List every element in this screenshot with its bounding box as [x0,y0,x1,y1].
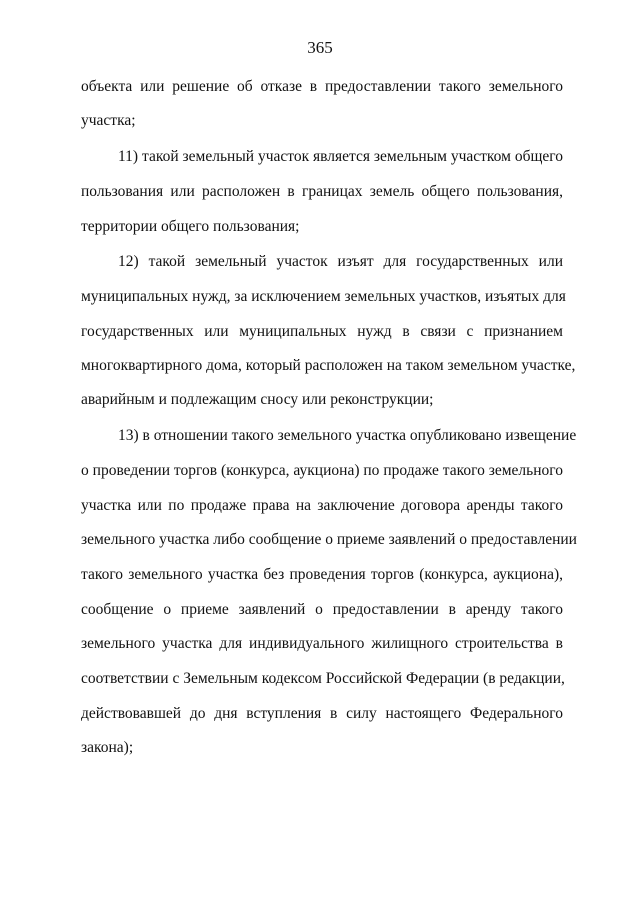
text-line: действовавшей до дня вступления в силу настоящего Федерального [81,705,563,722]
text-line: участка или по продаже права на заключение договора аренды такого [81,497,563,514]
text-line: участка; [81,112,136,129]
text-line: соответствии с Земельным кодексом Российской Федерации (в редакции, [81,670,565,687]
text-line: закона); [81,739,134,756]
text-line: государственных или муниципальных нужд в связи с признанием [81,323,563,340]
text-line: земельного участка для индивидуального жилищного строительства в [81,635,563,652]
text-line: 11) такой земельный участок является земельным участком общего [118,148,563,165]
text-line: земельного участка либо сообщение о приеме заявлений о предоставлении [81,531,577,548]
text-line: сообщение о приеме заявлений о предоставлении в аренду такого [81,601,563,618]
text-line: пользования или расположен в границах земель общего пользования, [81,183,563,200]
text-line: объекта или решение об отказе в предоставлении такого земельного [81,78,563,95]
text-line: муниципальных нужд, за исключением земельных участков, изъятых для [81,288,566,305]
text-line: 12) такой земельный участок изъят для государственных или [118,253,563,270]
text-line: многоквартирного дома, который расположен на таком земельном участке, [81,357,576,374]
text-line: аварийным и подлежащим сносу или реконструкции; [81,391,434,408]
text-line: такого земельного участка без проведения торгов (конкурса, аукциона), [81,566,563,583]
text-line: территории общего пользования; [81,218,300,235]
text-line: 13) в отношении такого земельного участка опубликовано извещение [118,427,577,444]
text-line: о проведении торгов (конкурса, аукциона) по продаже такого земельного [81,462,563,479]
page-number: 365 [307,38,333,57]
